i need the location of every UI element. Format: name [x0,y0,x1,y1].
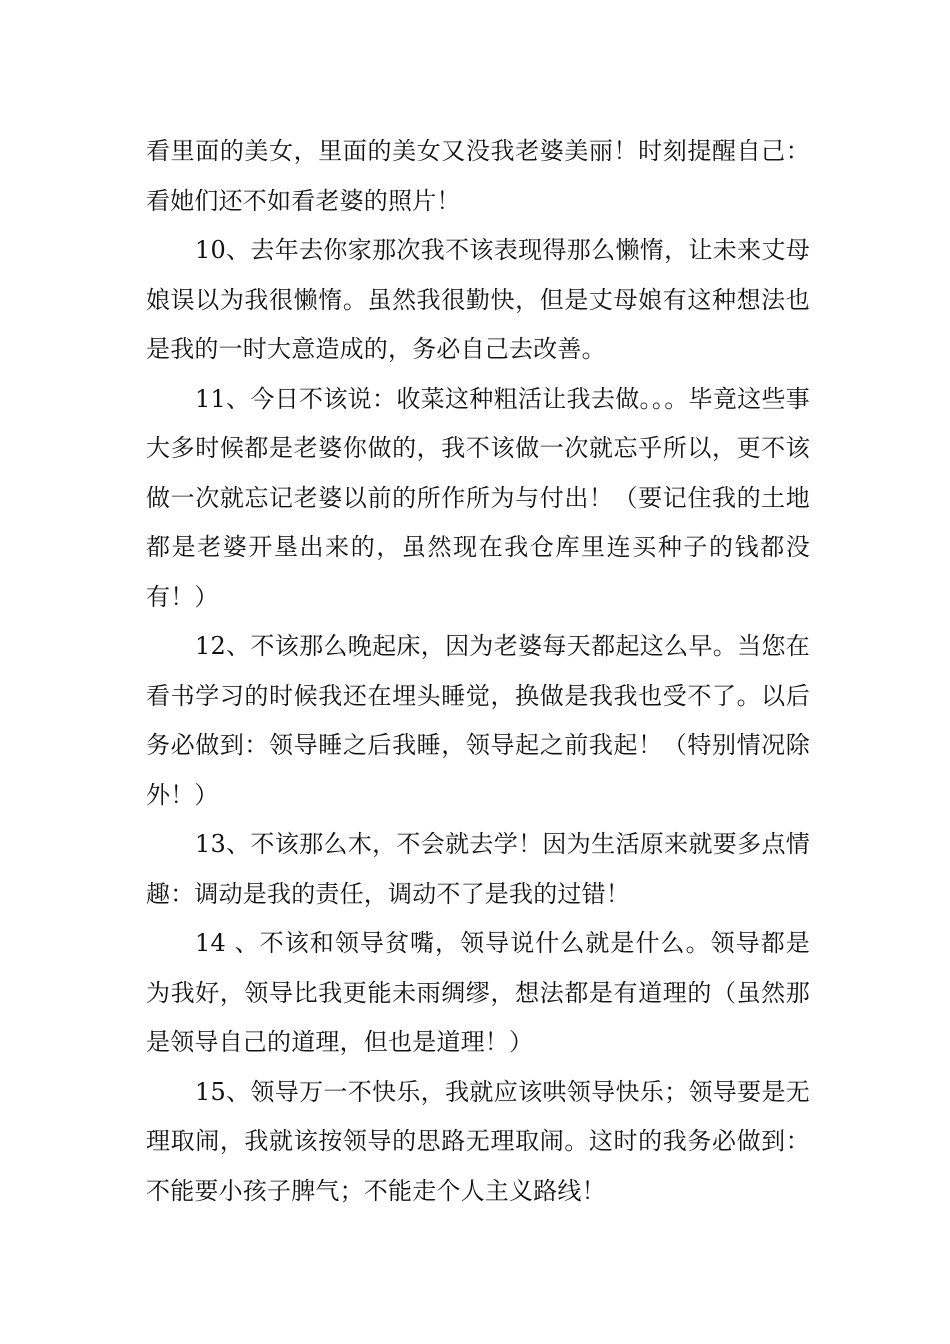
paragraph-item-14: 14 、不该和领导贫嘴，领导说什么就是什么。领导都是为我好，领导比我更能未雨绸缪，想法都是有道理的（虽然那是领导自己的道理，但也是道理！） [146,929,810,1056]
paragraph-item-12: 12、不该那么晚起床，因为老婆每天都起这么早。当您在看书学习的时候我还在埋头睡觉，换做是我我也受不了。以后务必做到：领导睡之后我睡，领导起之前我起！（特别情况除外！） [146,632,810,809]
paragraph-item-15: 15、领导万一不快乐，我就应该哄领导快乐；领导要是无理取闹，我就该按领导的思路无理取闹。这时的我务必做到：不能要小孩子脾气；不能走个人主义路线！ [146,1077,810,1205]
paragraph-continuation: 看里面的美女，里面的美女又没我老婆美丽！时刻提醒自己：看她们还不如看老婆的照片！ [146,137,810,215]
paragraph-item-11: 11、今日不该说：收菜这种粗活让我去做。。。毕竟这些事大多时候都是老婆你做的，我不该做一次就忘乎所以，更不该做一次就忘记老婆以前的所作所为与付出！（要记住我的土地都是老婆开垦出来的，虽然现在我仓库里连买种子的钱都没有！） [146,384,810,611]
paragraph-item-10: 10、去年去你家那次我不该表现得那么懒惰，让未来丈母娘误以为我很懒惰。虽然我很勤快，但是丈母娘有这种想法也是我的一时大意造成的，务必自己去改善。 [146,236,810,363]
paragraph-item-13: 13、不该那么木，不会就去学！因为生活原来就要多点情趣：调动是我的责任，调动不了是我的过错！ [146,830,810,908]
document-body [146,127,810,1216]
